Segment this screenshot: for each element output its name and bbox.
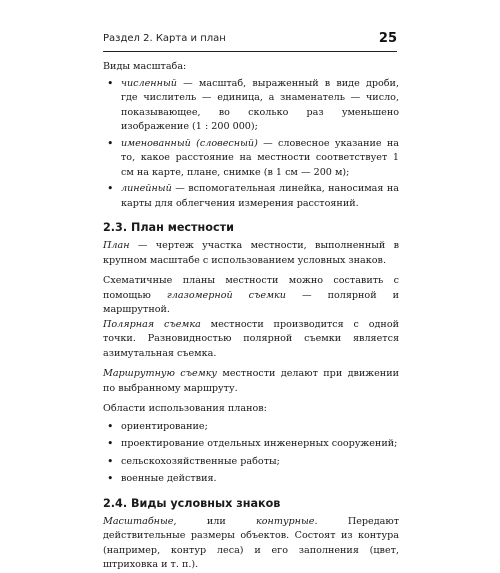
running-title: Раздел 2. Карта и план (103, 33, 226, 44)
scale-types-intro: Виды масштаба: (103, 61, 187, 72)
term: именованный (словесный) (121, 137, 258, 149)
uses-list (103, 420, 399, 487)
paragraph-text: местности делают при движении по выбранному маршруту. (103, 368, 399, 394)
list-item: • проектирование отдельных инженерных сооружений; (103, 437, 399, 452)
page-body (103, 60, 399, 573)
paragraph (103, 515, 399, 573)
section-heading: 2.4. Виды условных знаков (103, 496, 281, 510)
list-item (103, 77, 399, 135)
term: линейный (121, 183, 172, 194)
list-item: • военные действия. (103, 472, 399, 487)
list-item (103, 182, 399, 211)
section-heading: 2.3. План местности (103, 221, 234, 234)
paragraph (103, 318, 399, 362)
paragraph-text: , или (173, 515, 257, 527)
term: Масштабные (103, 515, 174, 527)
paragraph-text: Схематичные планы местности можно составить с помощью (103, 275, 399, 301)
paragraph-text: — чертеж участка местности, выполненный в крупном масштабе с использованием условных знаков. (103, 240, 399, 266)
running-header (103, 33, 397, 52)
term: контурные (256, 515, 315, 527)
paragraph (103, 367, 399, 396)
list-item: • сельскохозяйственные работы; (103, 455, 399, 470)
paragraph-text: — полярной и маршрутной. (103, 289, 399, 315)
term: План (103, 240, 130, 251)
list-item (103, 137, 399, 181)
term: глазомерной съемки (166, 289, 286, 301)
paragraph-text: местности производится с одной точки. Разновидностью полярной съемки является азимутальная съемка. (103, 318, 399, 359)
paragraph (103, 274, 399, 318)
definition: — масштаб, выраженный в виде дроби, где числитель — единица, а знаменатель — число, показывающее, во сколько раз уменьшено изображение (1 : 200 000); (121, 77, 399, 132)
page-number: 25 (378, 31, 397, 46)
term: Полярная съемка (103, 318, 201, 330)
list-item: • ориентирование; (103, 420, 399, 435)
definition: — словесное указание на то, какое расстояние на местности соответствует 1 см на карте, плане, снимке (в 1 см — 200 м); (121, 137, 399, 178)
uses-intro: Области использования планов: (103, 403, 267, 414)
definition: — вспомогательная линейка, наносимая на карты для облегчения измерения расстояний. (121, 183, 399, 209)
scale-types-list (103, 77, 399, 212)
term: Маршрутную съемку (103, 368, 217, 379)
paragraph (103, 239, 399, 268)
paragraph-text: . Передают действительные размеры объектов. Состоят из контура (например, контур леса) и его заполнения (цвет, штриховка и т. п.). (103, 515, 399, 570)
term: численный (121, 77, 177, 89)
